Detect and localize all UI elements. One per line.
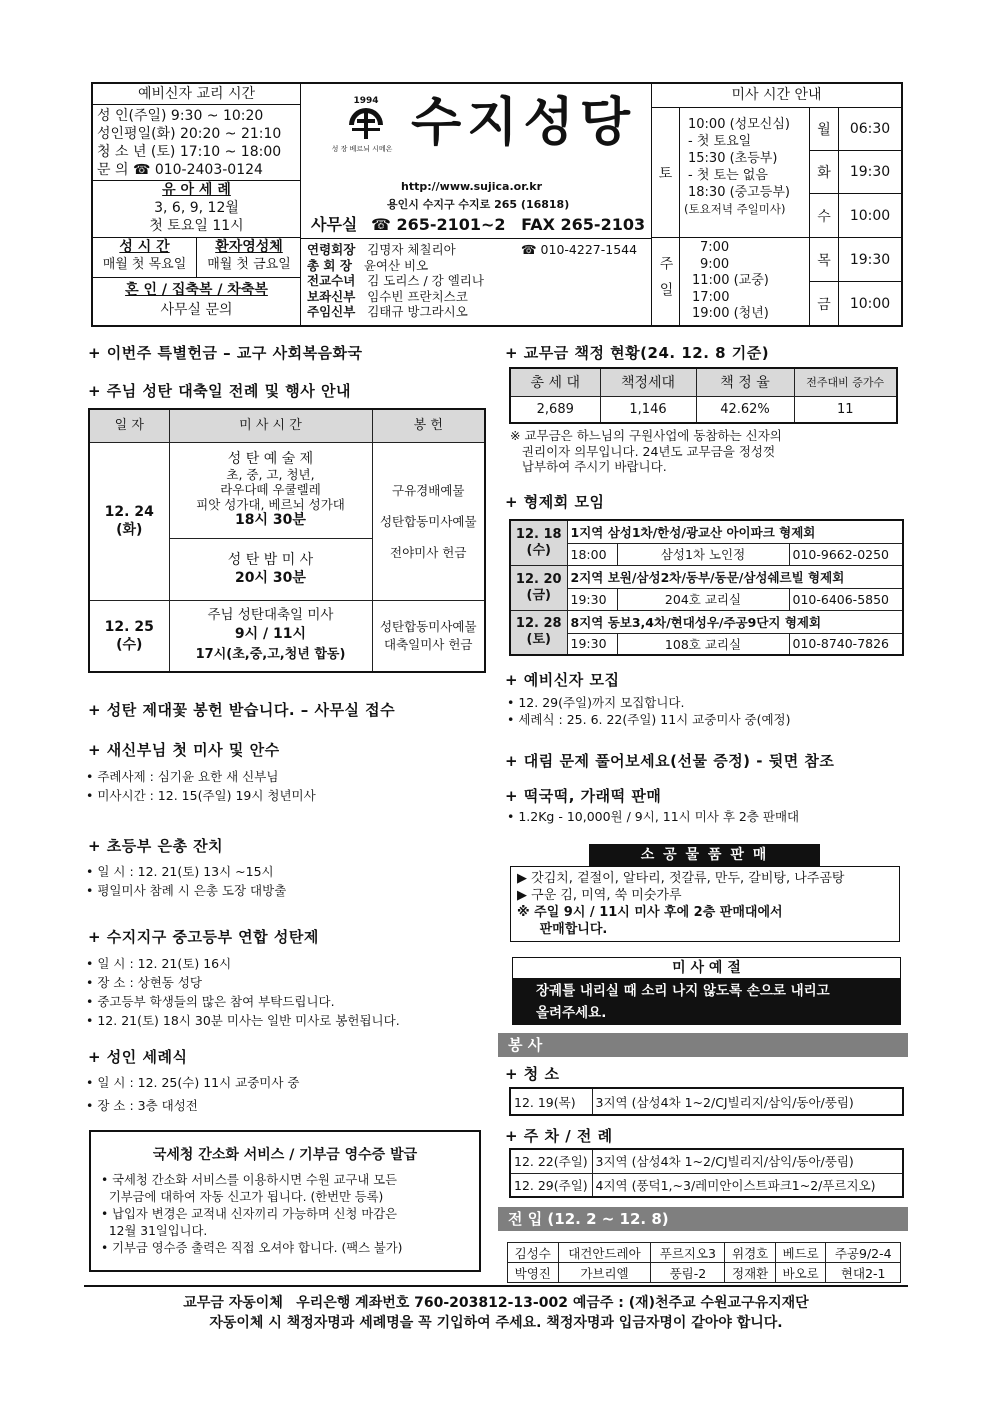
catechism-row: 청 소 년 (토) 17:10 ~ 18:00 [97, 144, 282, 160]
list-item: • 장 소 : 상현동 성당 [86, 975, 202, 990]
mass-title: 미사 시간 안내 [652, 84, 901, 108]
youth-christmas-list [86, 954, 400, 1030]
date-cell: 12. 24 (화) [89, 442, 169, 600]
catechumen-list [507, 694, 790, 728]
list-item: • 일 시 : 12. 25(수) 11시 교중미사 중 [86, 1075, 300, 1090]
table-row: 12. 22(주일) 3지역 (삼성4차 1~2/CJ빌리지/삼익/동아/풍림) [510, 1149, 903, 1173]
staff-row: 총 회 장 윤여산 비오 [307, 257, 429, 273]
youth-christmas-heading: + 수지지구 중고등부 연합 성탄제 [88, 928, 319, 946]
christmas-heading: + 주님 성탄 대축일 전례 및 행사 안내 [88, 382, 351, 400]
tax-notice-line: • 납입자 변경은 교적내 신자끼리 가능하며 신청 마감은 [101, 1207, 397, 1221]
infant-baptism [93, 181, 300, 238]
infant-time: 첫 토요일 11시 [149, 218, 244, 234]
service-bar: 봉 사 [498, 1033, 908, 1057]
transfer-bar: 전 입 (12. 2 ~ 12. 8) [498, 1207, 908, 1231]
parking-table [509, 1148, 904, 1198]
address: 용인시 수지구 수지로 265 (16818) [387, 198, 570, 211]
table-row: 김성수 대건안드레아 푸르지오3 위경호 베드로 주공9/2-4 [508, 1243, 901, 1263]
etiquette-line: 올려주세요. [536, 1005, 607, 1021]
tithe-note: ※ 교무금은 하느님의 구원사업에 동참하는 신자의 권리이자 의무입니다. 24년도 교무금을 정성껏 납부하여 주시기 바랍니다. [510, 428, 782, 474]
col-header: 책정세대 [600, 368, 696, 396]
list-item: • 12. 29(주일)까지 모집합니다. [507, 695, 685, 710]
table-cell: 1,146 [600, 396, 696, 423]
col-header: 봉 헌 [372, 409, 485, 442]
transfer-table [507, 1242, 901, 1283]
col-header: 일 자 [89, 409, 169, 442]
office-phone: ☎ 265-2101~2 [370, 215, 506, 234]
col-header: 미 사 시 간 [169, 409, 372, 442]
cleaning-heading: + 청 소 [505, 1065, 560, 1083]
catechumen-heading: + 예비신자 모집 [505, 671, 620, 689]
weekday-times: 월 06:30 화 19:30 수 10:00 목 19:30 금 10:00 [810, 108, 901, 325]
event-cell: 주님 성탄대축일 미사 9시 / 11시 17시(초,중,고,청년 합동) [169, 600, 372, 672]
goods-line: 판매합니다. [517, 922, 608, 937]
list-item: • 장 소 : 3층 대성전 [86, 1098, 198, 1113]
catechism-row: 성인평일(화) 20:20 ~ 21:10 [97, 126, 282, 142]
tithe-heading: + 교무금 책정 현황(24. 12. 8 기준) [505, 344, 770, 362]
brotherhood-table: 12. 18 (수) 1지역 삼성1차/한성/광교산 아이파크 형제회 18:00 삼성1차 노인정 010-9662-0250 12. 20 (금) 2지역 보원/삼성2차/동부/동문/삼성쉐르빌 형제회 19:30 204호 교리실 010-6406-5850 12. 28 (토) 8지역 동보3,4차/현대성우/주공9단지 형제회 19:30 108호 교리실 010-8740-7826 [509, 519, 904, 656]
list-item: • 일 시 : 12. 21(토) 13시 ~15시 [86, 864, 274, 879]
cleaning-table [509, 1087, 904, 1116]
goods-line: ▶ 갓김치, 겉절이, 알타리, 젓갈류, 만두, 갈비탕, 나주곰탕 [517, 871, 845, 886]
list-item: • 12. 21(토) 18시 30분 미사는 일반 미사로 봉헌됩니다. [86, 1013, 400, 1028]
list-item: • 주례사제 : 심기윤 요한 새 신부님 [86, 769, 279, 784]
footer-rule [84, 1285, 908, 1287]
office-label: 사무실 [311, 215, 358, 234]
brotherhood-heading: + 형제회 모임 [505, 493, 605, 511]
table-row: 12. 28 (토) 8지역 동보3,4차/현대성우/주공9단지 형제회 [510, 610, 903, 633]
new-priest-heading: + 새신부님 첫 미사 및 안수 [88, 741, 280, 759]
elementary-heading: + 초등부 은총 잔치 [88, 837, 224, 855]
mass-etiquette-box [512, 979, 901, 1025]
mass-etiquette-title: 미 사 예 절 [512, 957, 901, 979]
rice-cake-list [507, 807, 799, 826]
advent-quiz-heading: + 대림 문제 풀어보세요(선물 증정) - 뒷면 참조 [505, 752, 835, 770]
saturday-label: 토 [652, 108, 680, 238]
cross-logo-icon [346, 106, 386, 140]
confession-title: 성 시 간 [119, 239, 170, 255]
col-header: 총 세 대 [510, 368, 600, 396]
church-name: 수지성당 [411, 93, 636, 153]
catechism-row: 성 인(주일) 9:30 ~ 10:20 [97, 108, 264, 124]
parking-heading: + 주 차 / 전 례 [505, 1127, 613, 1145]
footer-line-2: 자동이체 시 책정자명과 세례명을 꼭 기입하여 주세요. 책정자명과 입금자명이 같아야 합니다. [209, 1315, 783, 1331]
catechism-schedule [93, 105, 300, 181]
altar-flower-heading: + 성탄 제대꽃 봉헌 받습니다. – 사무실 접수 [88, 701, 396, 719]
date-cell: 12. 25 (수) [89, 600, 169, 672]
staff-list [301, 238, 651, 323]
list-item: • 미사시간 : 12. 15(주일) 19시 청년미사 [86, 788, 316, 803]
saturday-times: 10:00 (성모신심) - 첫 토요일 15:30 (초등부) - 첫 토는 없음 18:30 (중고등부) (토요저녁 주일미사) [680, 108, 810, 238]
new-priest-list [86, 767, 316, 805]
offering-cell: 성탄합동미사예물 대축일미사 헌금 [372, 600, 485, 672]
table-cell: 2,689 [510, 396, 600, 423]
sunday-label: 주일 [652, 238, 680, 325]
church-logo [331, 96, 401, 156]
logo-year: 1994 [353, 96, 379, 106]
staff-row: 연령회장 김명자 체칠리아 ☎ 010-4227-1544 [307, 242, 638, 257]
header-box [91, 82, 903, 327]
catechism-contact: 문 의 ☎ 010-2403-0124 [97, 162, 263, 178]
table-row: 12. 29(주일) 4지역 (풍덕1,~3/레미안이스트파크1~2/푸르지오) [510, 1173, 903, 1197]
goods-line: ※ 주일 9시 / 11시 미사 후에 2층 판매대에서 [517, 905, 783, 920]
list-item: • 1.2Kg - 10,000원 / 9시, 11시 미사 후 2층 판매대 [507, 809, 800, 824]
confession-sick-row [93, 238, 300, 278]
rice-cake-heading: + 떡국떡, 가래떡 판매 [505, 787, 662, 805]
christmas-table [88, 408, 486, 673]
col-header: 책 정 율 [696, 368, 794, 396]
list-item: • 중고등부 학생들의 많은 참여 부탁드립니다. [86, 994, 335, 1009]
confession-time: 매월 첫 목요일 [102, 257, 187, 272]
tax-notice-line: • 기부금 영수증 출력은 직접 오셔야 합니다. (팩스 불가) [101, 1241, 403, 1255]
wedding-title: 혼 인 / 집축복 / 차축복 [125, 282, 268, 298]
special-collection-heading: + 이번주 특별헌금 – 교구 사회복음화국 [88, 344, 363, 362]
elementary-list [86, 862, 286, 900]
table-row: 12. 19(목) 3지역 (삼성4차 1~2/CJ빌리지/삼익/동아/풍림) [510, 1088, 903, 1115]
goods-line: ▶ 구운 김, 미역, 쑥 미숫가루 [517, 888, 682, 903]
header-left-column [93, 84, 301, 325]
infant-title: 유 아 세 례 [162, 182, 231, 198]
footer [84, 1293, 908, 1333]
tax-notice-title: 국세청 간소화 서비스 / 기부금 영수증 발급 [152, 1147, 418, 1163]
offering-cell: 구유경배예물 성탄합동미사예물 전야미사 헌금 [372, 442, 485, 600]
footer-line-1: 교무금 자동이체 우리은행 계좌번호 760-203812-13-002 예금주 : (재)천주교 수원교구유지재단 [183, 1295, 809, 1311]
fax-number: FAX 265-2103 [521, 215, 646, 234]
tax-notice-line: • 국세청 간소화 서비스를 이용하시면 수원 교구내 모든 [101, 1173, 397, 1187]
tithe-table [509, 367, 898, 424]
catechism-title: 예비신자 교리 시간 [93, 84, 300, 105]
table-row: 12. 18 (수) 1지역 삼성1차/한성/광교산 아이파크 형제회 [510, 520, 903, 543]
infant-months: 3, 6, 9, 12월 [154, 200, 239, 216]
tax-notice-box [89, 1130, 481, 1272]
list-item: • 평일미사 참례 시 은총 도장 대방출 [86, 883, 287, 898]
table-cell: 11 [794, 396, 897, 423]
logo-caption: 성 장 베르뇌 시메온 [331, 145, 393, 153]
office-contact [311, 212, 645, 235]
goods-sale-box [510, 866, 900, 942]
adult-baptism-list [86, 1071, 300, 1117]
sick-communion-time: 매월 첫 금요일 [207, 257, 291, 272]
table-row: 박영진 가브리엘 풍림-2 정재환 바오로 현대2-1 [508, 1263, 901, 1283]
staff-row: 전교수녀 김 도리스 / 강 엘리나 [307, 273, 484, 288]
list-item: • 세례식 : 25. 6. 22(주일) 11시 교중미사 중(예정) [507, 712, 791, 727]
tax-notice-line: 12월 31일입니다. [101, 1224, 208, 1238]
website-link[interactable]: http://www.sujica.or.kr [401, 180, 542, 193]
goods-sale-title: 소 공 물 품 판 매 [589, 844, 820, 866]
table-row: 12. 20 (금) 2지역 보원/삼성2차/동부/동문/삼성쉐르빌 형제회 [510, 565, 903, 588]
wedding-contact: 사무실 문의 [160, 302, 233, 318]
header-center-column [301, 84, 652, 325]
table-cell: 42.62% [696, 396, 794, 423]
adult-baptism-heading: + 성인 세례식 [88, 1048, 188, 1066]
etiquette-line: 장궤틀 내리실 때 소리 나지 않도록 손으로 내리고 [536, 983, 830, 999]
sick-communion-title: 환자영성체 [215, 239, 283, 255]
list-item: • 일 시 : 12. 21(토) 16시 [86, 956, 232, 971]
event-cell: 성 탄 예 술 제 초, 중, 고, 청년, 라우다떼 우쿨렐레 피앗 성가대, 베르뇌 성가대 18시 30분 [169, 442, 372, 538]
staff-row: 보좌신부 임수빈 프란치스코 [307, 288, 468, 304]
wedding-box [93, 278, 300, 319]
sunday-times: 7:00 9:00 11:00 (교중) 17:00 19:00 (청년) [680, 238, 810, 325]
event-cell: 성 탄 밤 미 사 20시 30분 [169, 538, 372, 600]
tax-notice-line: 기부금에 대하여 자동 신고가 됩니다. (한번만 등록) [101, 1190, 384, 1204]
col-header: 전주대비 증가수 [794, 368, 897, 396]
mass-schedule [652, 84, 901, 325]
staff-row: 주임신부 김태규 방그라시오 [307, 304, 468, 319]
